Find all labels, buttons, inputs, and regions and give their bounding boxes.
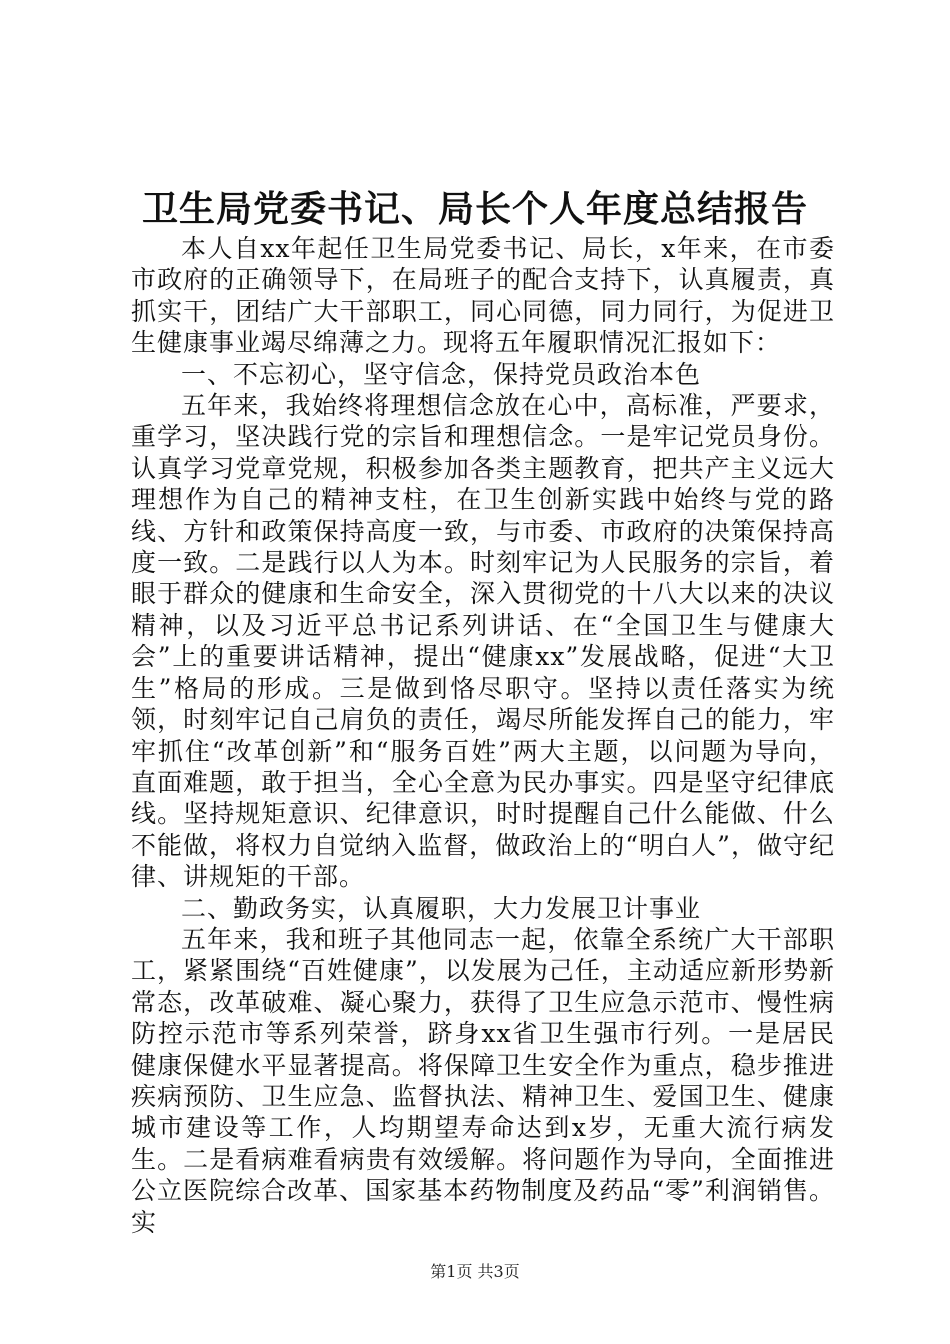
section-2-paragraph: 五年来，我和班子其他同志一起，依靠全系统广大干部职工，紧紧围绕“百姓健康”，以发展为己任，主动适应新形势新常态，改革破难、凝心聚力，获得了卫生应急示范市、慢性病防控示范市等系列荣誉，跻身xx省卫生强市行列。一是居民健康保健水平显著提高。将保障卫生安全作为重点，稳步推进疾病预防、卫生应急、监督执法、精神卫生、爱国卫生、健康城市建设等工作，人均期望寿命达到x岁，无重大流行病发生。二是看病难看病贵有效缓解。将问题作为导向，全面推进公立医院综合改革、国家基本药物制度及药品“零”利润销售。实 bbox=[131, 924, 835, 1237]
section-heading-1: 一、不忘初心，坚守信念，保持党员政治本色 bbox=[181, 359, 702, 389]
section-heading-2: 二、勤政务实，认真履职，大力发展卫计事业 bbox=[181, 893, 702, 923]
section-1-paragraph: 五年来，我始终将理想信念放在心中，高标准，严要求，重学习，坚决践行党的宗旨和理想信念。一是牢记党员身份。认真学习党章党规，积极参加各类主题教育，把共产主义远大理想作为自己的精神支柱，在卫生创新实践中始终与党的路线、方针和政策保持高度一致，与市委、市政府的决策保持高度一致。二是践行以人为本。时刻牢记为人民服务的宗旨，着眼于群众的健康和生命安全，深入贯彻党的十八大以来的决议精神，以及习近平总书记系列讲话、在“全国卫生与健康大会”上的重要讲话精神，提出“健康xx”发展战略，促进“大卫生”格局的形成。三是做到恪尽职守。坚持以责任落实为统领，时刻牢记自己肩负的责任，竭尽所能发挥自己的能力，牢牢抓住“改革创新”和“服务百姓”两大主题，以问题为导向，直面难题，敢于担当，全心全意为民办事实。四是坚守纪律底线。坚持规矩意识、纪律意识，时时提醒自己什么能做、什么不能做，将权力自觉纳入监督，做政治上的“明白人”，做守纪律、讲规矩的干部。 bbox=[131, 391, 835, 892]
document-title: 卫生局党委书记、局长个人年度总结报告 bbox=[141, 188, 808, 230]
intro-paragraph: 本人自xx年起任卫生局党委书记、局长，x年来，在市委市政府的正确领导下，在局班子的配合支持下，认真履责，真抓实干，团结广大干部职工，同心同德，同力同行，为促进卫生健康事业竭尽绵薄之力。现将五年履职情况汇报如下： bbox=[131, 234, 835, 358]
document-body bbox=[131, 233, 835, 1238]
page-footer: 第1页 共3页 bbox=[430, 1262, 520, 1281]
